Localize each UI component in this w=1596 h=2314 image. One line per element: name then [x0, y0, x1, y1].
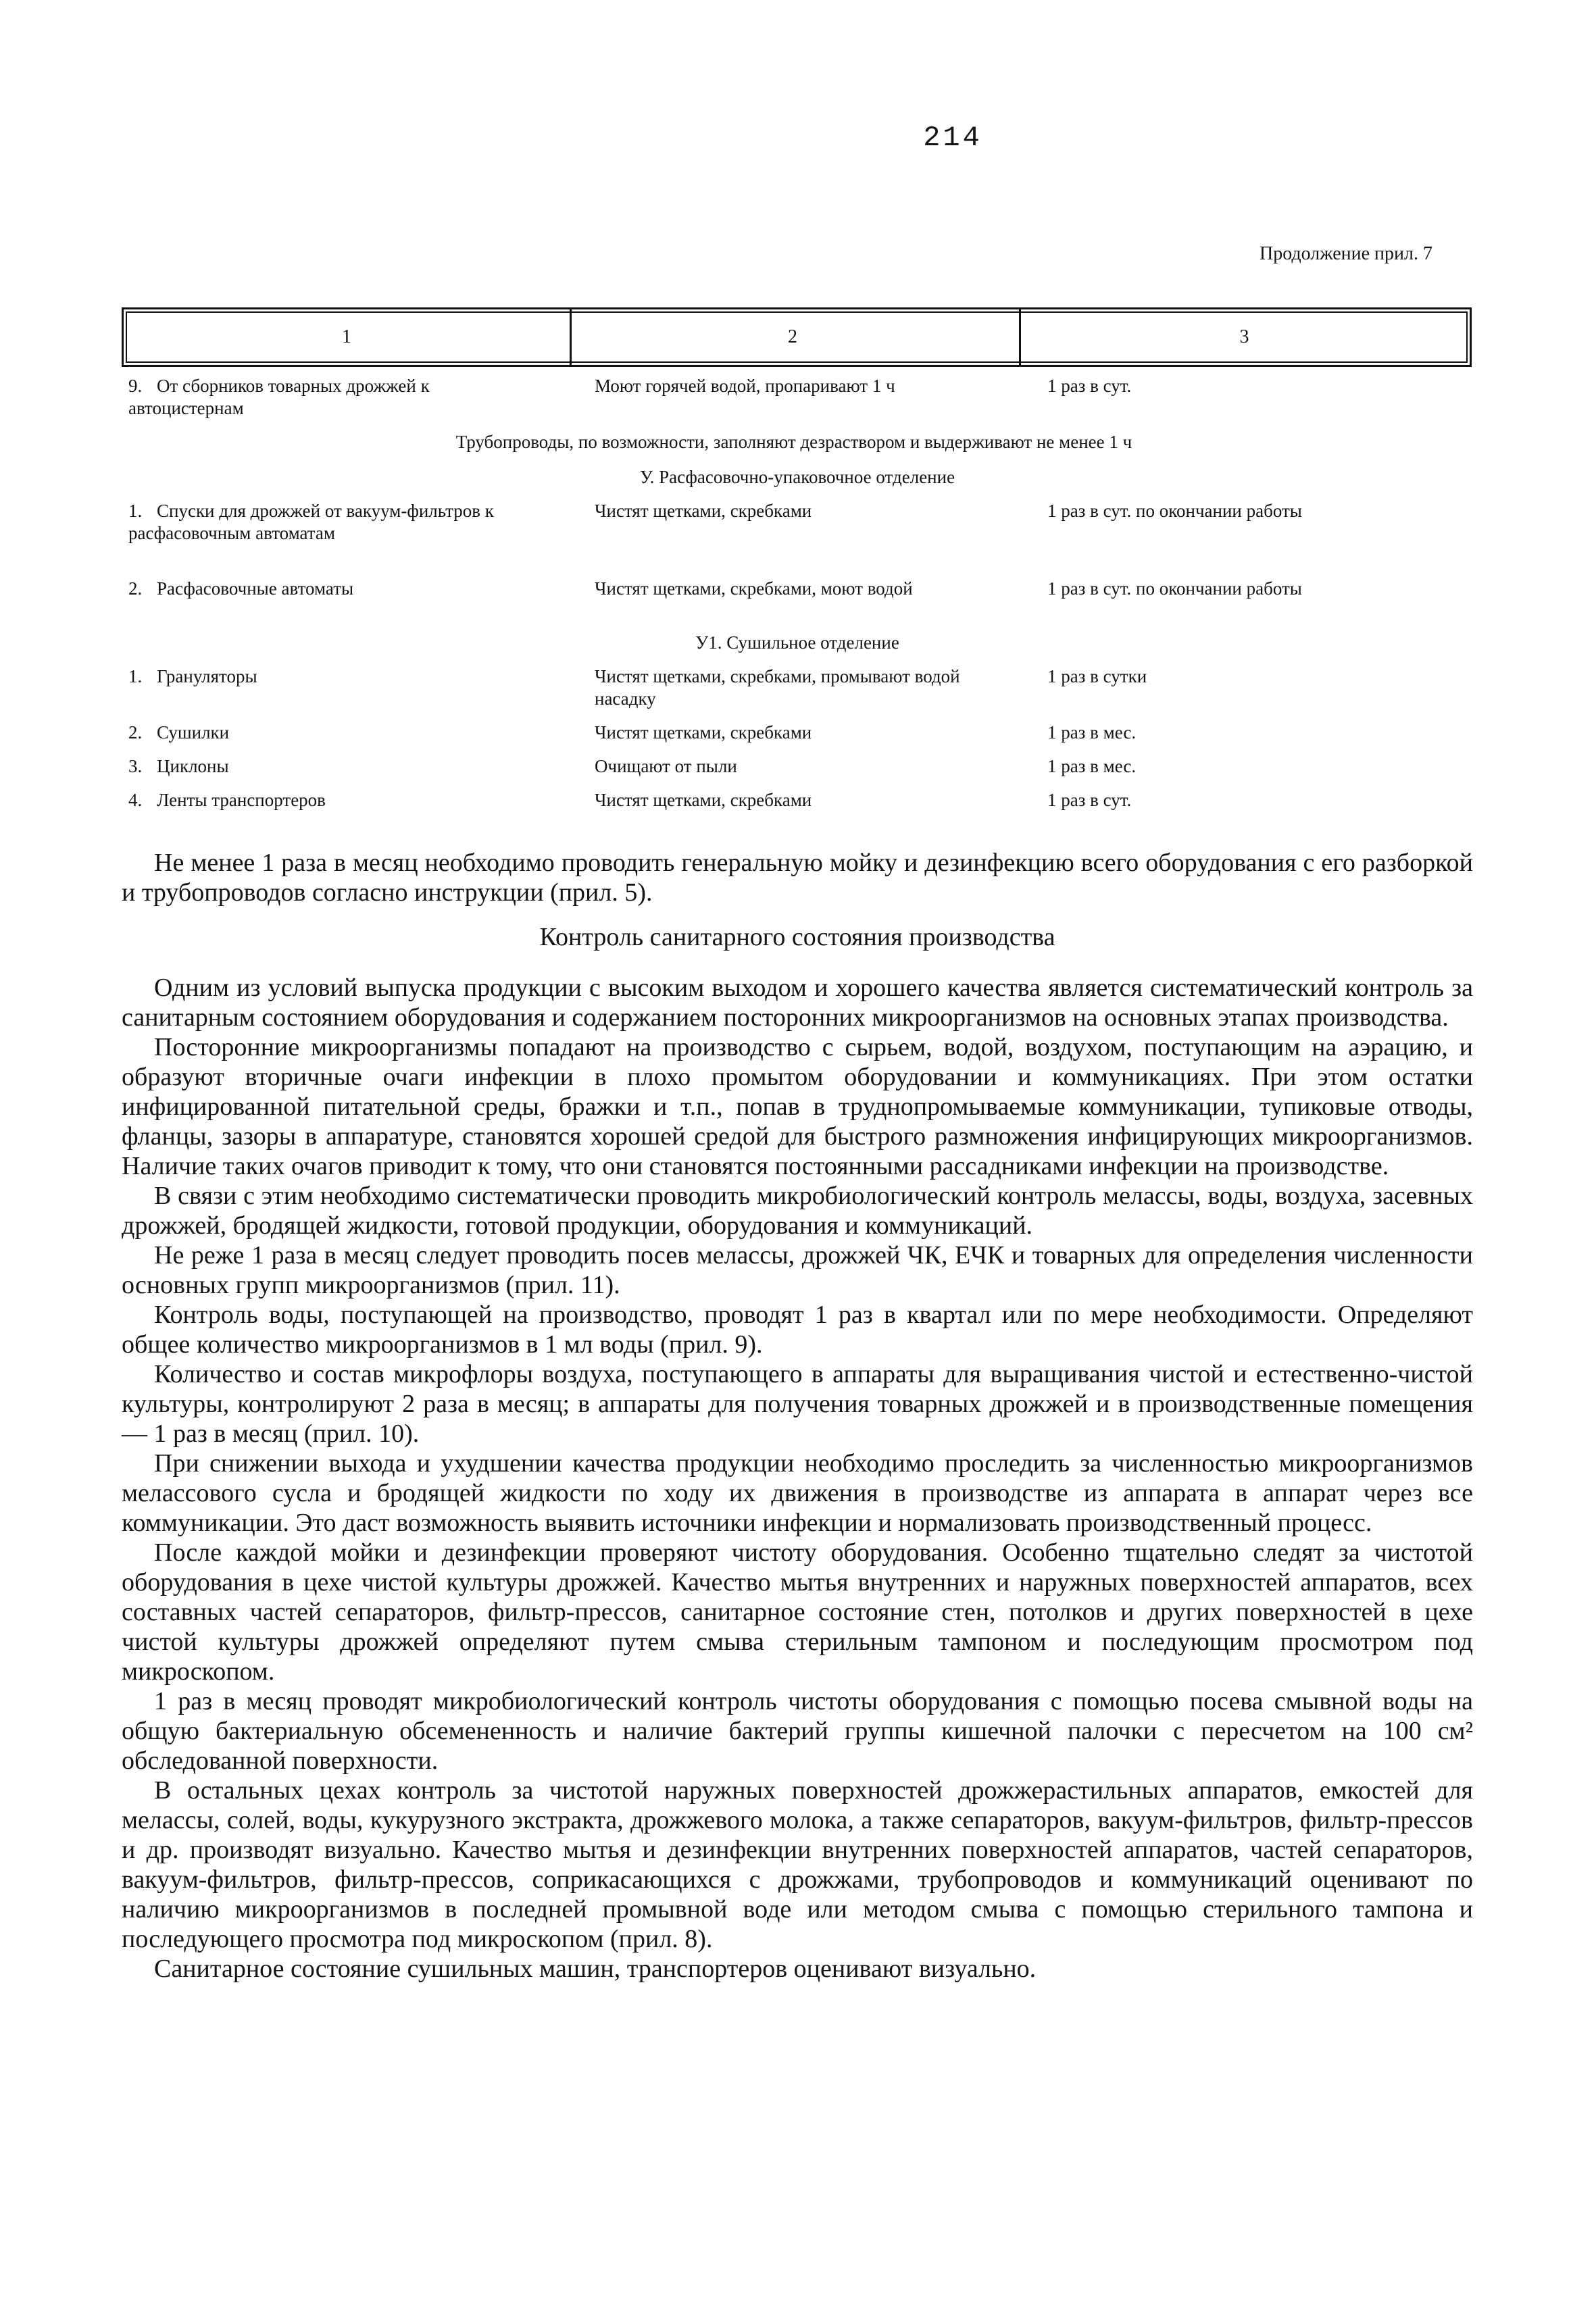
row-item-text: Грануляторы	[157, 666, 257, 686]
row-action: Чистят щетками, скребками	[595, 501, 812, 521]
table-row-item	[128, 375, 520, 420]
table-header	[122, 307, 1472, 367]
header-col-3: 3	[1239, 326, 1249, 347]
section-heading-5: У. Расфасовочно-упаковочное отделение	[639, 467, 955, 487]
row-action: Моют горячей водой, пропаривают 1 ч	[595, 376, 895, 396]
paragraph: Контроль воды, поступающей на производство, проводят 1 раз в квартал или по мере необходимости. Определяют общее количество микроорганизмов в 1 мл воды (прил. 9).	[122, 1301, 1473, 1359]
row-item-text: Сушилки	[157, 722, 230, 743]
row-action: Чистят щетками, скребками, моют водой	[595, 578, 913, 599]
row-action: Очищают от пыли	[595, 756, 737, 776]
row-number: 9.	[128, 376, 143, 396]
row-frequency: 1 раз в сут.	[1047, 376, 1132, 396]
paragraph: Одним из условий выпуска продукции с высоким выходом и хорошего качества является систематический контроль за санитарным состоянием оборудования и содержанием посторонних микроорганизмов на основных этапах производства.	[122, 974, 1473, 1032]
paragraph: Количество и состав микрофлоры воздуха, поступающего в аппараты для выращивания чистой и естественно-чистой культуры, контролируют 2 раза в месяц; в аппараты для получения товарных дрожжей и в производственные помещения — 1 раз в месяц (прил. 10).	[122, 1360, 1473, 1448]
row-number: 3.	[128, 756, 143, 776]
row-item-text: Спуски для дрожжей от вакуум-фильтров к расфасовочным автоматам	[128, 501, 494, 543]
body-text	[122, 973, 1473, 1984]
pipelines-note: Трубопроводы, по возможности, заполняют дезраствором и выдерживают не менее 1 ч	[455, 432, 1132, 452]
row-action: Чистят щетками, скребками, промывают водой насадку	[595, 666, 960, 709]
row-number: 4.	[128, 790, 143, 810]
row-frequency: 1 раз в сут.	[1047, 790, 1132, 810]
row-item-text: Расфасовочные автоматы	[157, 578, 354, 599]
row-number: 1.	[128, 501, 143, 521]
row-item-text: Циклоны	[157, 756, 229, 776]
row-frequency: 1 раз в мес.	[1047, 756, 1137, 776]
paragraph: В связи с этим необходимо систематически проводить микробиологический контроль мелассы, воды, воздуха, засевных дрожжей, бродящей жидкости, готовой продукции, оборудования и коммуникаций.	[122, 1182, 1473, 1240]
section-heading: Контроль санитарного состояния производства	[539, 923, 1055, 951]
header-col-1: 1	[342, 326, 351, 347]
row-frequency: 1 раз в сутки	[1047, 666, 1147, 686]
row-number: 2.	[128, 722, 143, 743]
paragraph: Санитарное состояние сушильных машин, транспортеров оценивают визуально.	[154, 1955, 1037, 1983]
continuation-label: Продолжение прил. 7	[1259, 243, 1432, 264]
paragraph: Не реже 1 раза в месяц следует проводить посев мелассы, дрожжей ЧК, ЕЧК и товарных для определения численности основных групп микроорганизмов (прил. 11).	[122, 1241, 1473, 1299]
paragraph: После каждой мойки и дезинфекции проверяют чистоту оборудования. Особенно тщательно следят за чистотой оборудования в цехе чистой культуры дрожжей. Качество мытья внутренних и наружных поверхностей аппаратов, всех составных частей сепараторов, фильтр-прессов, санитарное состояние стен, потолков и других поверхностей в цехе чистой культуры дрожжей определяют путем смыва стерильным тампоном и последующим просмотром под микроскопом.	[122, 1538, 1473, 1686]
row-action: Чистят щетками, скребками	[595, 790, 812, 810]
paragraph: В остальных цехах контроль за чистотой наружных поверхностей дрожжерастильных аппаратов, емкостей для мелассы, солей, воды, кукурузного экстракта, дрожжевого молока, а также сепараторов, вакуум-фильтров, фильтр-прессов и др. производят визуально. Качество мытья и дезинфекции внутренних поверхностей аппаратов, частей сепараторов, вакуум-фильтров, фильтр-прессов, соприкасающихся с дрожжами, трубопроводов и коммуникаций оценивают по наличию микроорганизмов в последней промывной воде или методом смыва с помощью стерильного тампона и последующего просмотра под микроскопом (прил. 8).	[122, 1776, 1473, 1953]
table-row-item	[128, 755, 520, 778]
table-row-item	[128, 665, 520, 688]
table-row-item	[128, 578, 520, 600]
paragraph: Посторонние микроорганизмы попадают на производство с сырьем, водой, воздухом, поступающим на аэрацию, и образуют вторичные очаги инфекции в плохо промытом оборудовании и коммуникациях. При этом остатки инфицированной питательной среды, бражки и т.п., попав в труднопромываемые коммуникации, тупиковые отводы, фланцы, зазоры в аппаратуре, становятся хорошей средой для быстрого размножения инфицирующих микроорганизмов. Наличие таких очагов приводит к тому, что они становятся постоянными рассадниками инфекции на производстве.	[122, 1033, 1473, 1180]
paragraph: При снижении выхода и ухудшении качества продукции необходимо проследить за численностью микроорганизмов мелассового сусла и бродящей жидкости по ходу их движения в производстве из аппарата в аппарат через все коммуникации. Это даст возможность выявить источники инфекции и нормализовать производственный процесс.	[122, 1449, 1473, 1537]
row-action: Чистят щетками, скребками	[595, 722, 812, 743]
intro-paragraph	[122, 848, 1473, 907]
row-number: 1.	[128, 666, 143, 686]
row-number: 2.	[128, 578, 143, 599]
row-item-text: От сборников товарных дрожжей к автоцистернам	[128, 376, 430, 418]
table-row-item	[128, 722, 520, 744]
paragraph: 1 раз в месяц проводят микробиологический контроль чистоты оборудования с помощью посева смывной воды на общую бактериальную обсемененность и наличие бактерий группы кишечной палочки с пересчетом на 100 см² обследованной поверхности.	[122, 1687, 1473, 1775]
paragraph: Не менее 1 раза в месяц необходимо проводить генеральную мойку и дезинфекцию всего оборудования с его разборкой и трубопроводов согласно инструкции (прил. 5).	[122, 849, 1473, 907]
row-frequency: 1 раз в сут. по окончании работы	[1047, 501, 1302, 521]
row-frequency: 1 раз в сут. по окончании работы	[1047, 578, 1302, 599]
page-number: 214	[923, 122, 982, 154]
header-col-2: 2	[788, 326, 797, 347]
row-item-text: Ленты транспортеров	[157, 790, 326, 810]
row-frequency: 1 раз в мес.	[1047, 722, 1137, 743]
section-heading-6: У1. Сушильное отделение	[695, 632, 899, 653]
table-row-item	[128, 789, 520, 811]
table-row-item	[128, 500, 520, 545]
